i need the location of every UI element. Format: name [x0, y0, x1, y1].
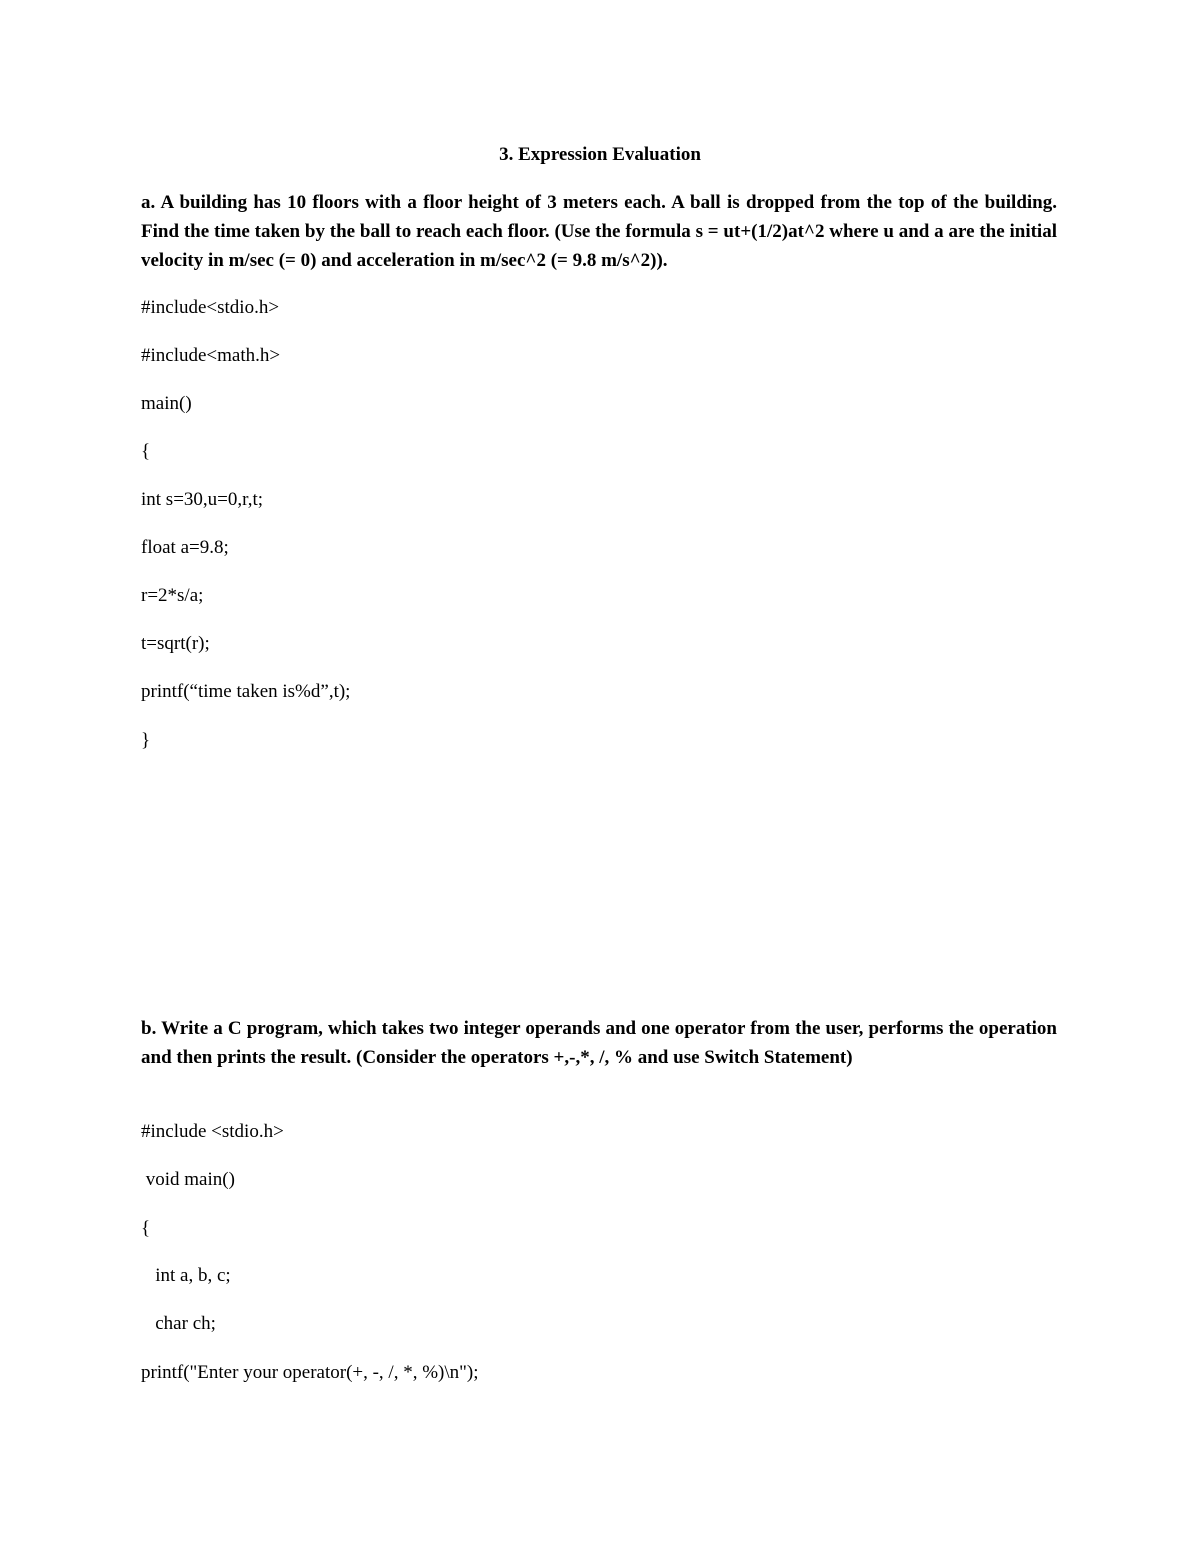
- code-a-line-2: #include<math.h>: [141, 345, 281, 366]
- code-b-line-6: printf("Enter your operator(+, -, /, *, %)\n");: [141, 1362, 479, 1383]
- question-b-text: b. Write a C program, which takes two integer operands and one operator from the user, performs the operation and then prints the result. (Consider the operators +,-,*, /, % and use Switch Statement): [141, 1018, 1057, 1068]
- code-a-line-6: float a=9.8;: [141, 537, 229, 558]
- code-a-line-5: int s=30,u=0,r,t;: [141, 489, 264, 510]
- code-a-line-10: }: [141, 730, 151, 751]
- section-title: 3. Expression Evaluation: [499, 144, 701, 165]
- code-b-line-2: void main(): [141, 1169, 235, 1190]
- code-a-line-4: {: [141, 441, 151, 462]
- code-b-line-3: {: [141, 1218, 151, 1239]
- code-a-line-3: main(): [141, 393, 192, 414]
- code-b-line-5: char ch;: [141, 1313, 216, 1334]
- question-a-text: a. A building has 10 floors with a floor height of 3 meters each. A ball is dropped from the top of the building. Find the time taken by the ball to reach each floor. (Use the formula s = ut+(1/2)at^2 where u and a are the initial velocity in m/sec (= 0) and acceleration in m/sec^2 (= 9.8 m/s^2)).: [141, 192, 1057, 271]
- code-a-line-1: #include<stdio.h>: [141, 297, 280, 318]
- code-b-line-1: #include <stdio.h>: [141, 1121, 284, 1142]
- code-a-line-7: r=2*s/a;: [141, 585, 204, 606]
- code-a-line-8: t=sqrt(r);: [141, 633, 210, 654]
- code-b-line-4: int a, b, c;: [141, 1265, 231, 1286]
- code-a-line-9: printf(“time taken is%d”,t);: [141, 681, 351, 702]
